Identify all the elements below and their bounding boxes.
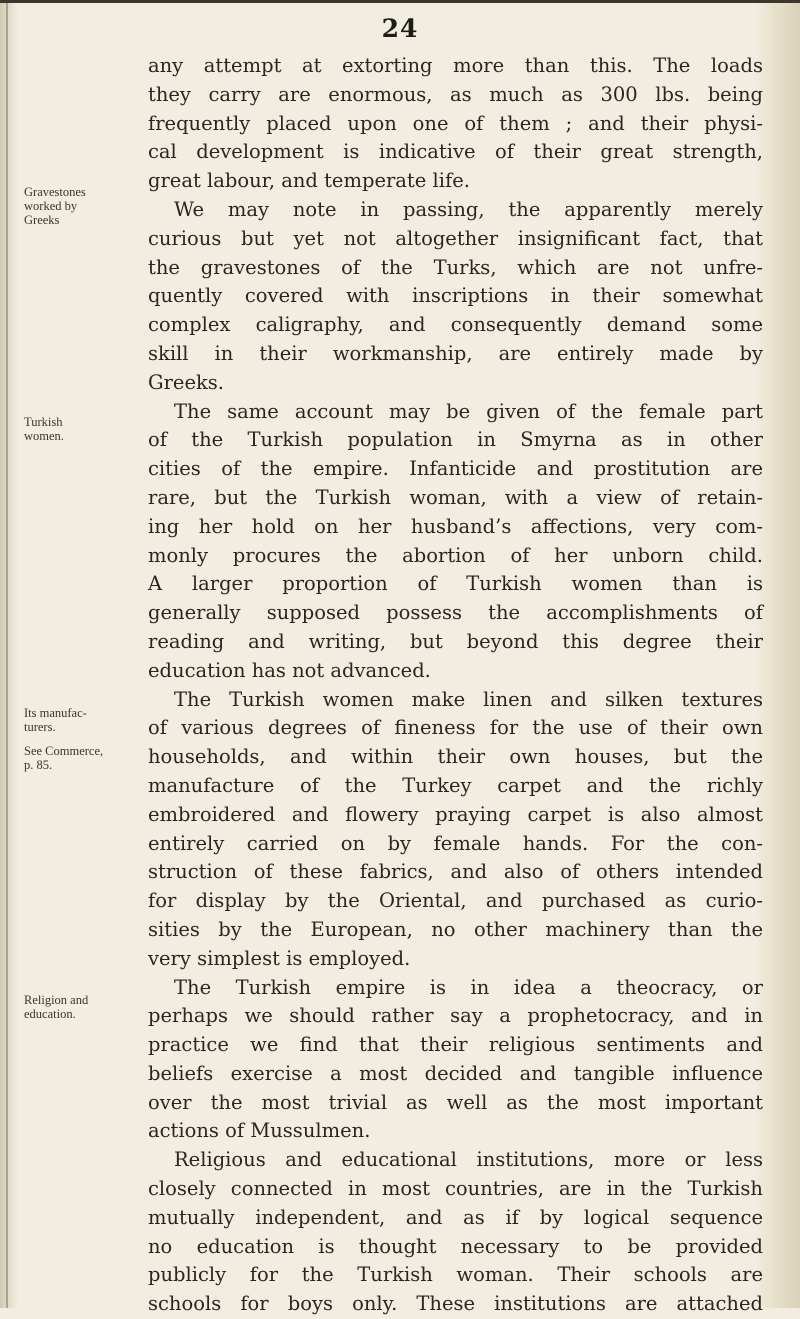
body-line: rare, but the Turkish woman, with a view of retain-: [148, 485, 763, 509]
margin-note-line: Greeks: [24, 213, 60, 227]
body-line: cal development is indicative of their great strength,: [148, 140, 763, 164]
margin-notes: [24, 0, 142, 1308]
body-line: The Turkish empire is in idea a theocracy, or: [174, 975, 763, 999]
body-line: embroidered and flowery praying carpet is also almost: [148, 802, 763, 826]
body-line: over the most trivial as well as the most important: [148, 1090, 763, 1114]
body-line: generally supposed possess the accomplishments of: [148, 601, 763, 625]
margin-note-line: women.: [24, 429, 64, 443]
body-line: Greeks.: [148, 370, 225, 394]
body-line: entirely carried on by female hands. For the con-: [148, 831, 763, 855]
margin-note-turkish-women: [24, 415, 64, 443]
body-line: closely connected in most countries, are in the Turkish: [148, 1177, 763, 1201]
margin-note-commerce-ref: [24, 744, 103, 772]
body-line: A larger proportion of Turkish women than is: [148, 572, 763, 596]
body-line: education has not advanced.: [148, 658, 431, 682]
body-line: sities by the European, no other machinery than the: [148, 917, 763, 941]
body-line: complex caligraphy, and consequently demand some: [148, 313, 763, 337]
body-line: The Turkish women make linen and silken textures: [174, 687, 763, 711]
margin-note-line: education.: [24, 1007, 76, 1021]
body-line: reading and writing, but beyond this degree their: [148, 629, 763, 653]
body-line: The same account may be given of the female part: [174, 399, 763, 423]
body-line: the gravestones of the Turks, which are not unfre-: [148, 255, 763, 279]
body-line: great labour, and temperate life.: [148, 169, 470, 193]
body-line: no education is thought necessary to be provided: [148, 1234, 763, 1258]
margin-note-line: turers.: [24, 720, 56, 734]
margin-note-line: Turkish: [24, 415, 63, 429]
body-line: mutually independent, and as if by logical sequence: [148, 1205, 763, 1229]
margin-note-line: Gravestones: [24, 185, 86, 199]
body-line: quently covered with inscriptions in their somewhat: [148, 284, 763, 308]
margin-note-line: See Commerce,: [24, 744, 104, 758]
page-number: 24: [381, 14, 419, 43]
body-line: frequently placed upon one of them ; and their physi-: [148, 111, 763, 135]
body-line: cities of the empire. Infanticide and prostitution are: [148, 457, 763, 481]
body-line: households, and within their own houses, but the: [148, 745, 763, 769]
body-line: monly procures the abortion of her unborn child.: [148, 543, 763, 567]
body-line: very simplest is employed.: [148, 946, 411, 970]
margin-note-line: worked by: [24, 199, 78, 213]
margin-note-line: Its manufac-: [24, 706, 87, 720]
body-line: practice we find that their religious sentiments and: [148, 1033, 763, 1057]
body-line: any attempt at extorting more than this. The loads: [148, 54, 763, 77]
margin-note-manufacturers: [24, 706, 87, 734]
margin-note-religion-education: [24, 993, 88, 1021]
body-text: [148, 52, 763, 1319]
body-line: Religious and educational institutions, more or less: [174, 1148, 763, 1172]
body-line: struction of these fabrics, and also of others intended: [148, 860, 763, 884]
body-line: schools for boys only. These institutions are attached: [148, 1292, 763, 1316]
body-line: skill in their workmanship, are entirely made by: [148, 341, 763, 365]
body-line: ing her hold on her husband’s affections, very com-: [148, 514, 763, 538]
body-line: of various degrees of fineness for the use of their own: [148, 716, 763, 740]
body-line: for display by the Oriental, and purchased as curio-: [148, 889, 763, 913]
margin-note-gravestones: [24, 185, 86, 227]
body-line: beliefs exercise a most decided and tangible influence: [148, 1061, 763, 1085]
body-line: publicly for the Turkish woman. Their schools are: [148, 1263, 763, 1287]
body-line: perhaps we should rather say a prophetocracy, and in: [148, 1004, 763, 1028]
scan-edge-left: [0, 0, 18, 1308]
margin-note-line: Religion and: [24, 993, 89, 1007]
body-line: they carry are enormous, as much as 300 lbs. being: [148, 82, 763, 106]
body-line: manufacture of the Turkey carpet and the richly: [148, 773, 763, 797]
body-line: curious but yet not altogether insignificant fact, that: [148, 226, 763, 250]
body-line: of the Turkish population in Smyrna as in other: [148, 428, 763, 452]
margin-note-line: p. 85.: [24, 758, 53, 772]
body-line: actions of Mussulmen.: [148, 1119, 371, 1143]
body-line: We may note in passing, the apparently merely: [174, 197, 763, 221]
